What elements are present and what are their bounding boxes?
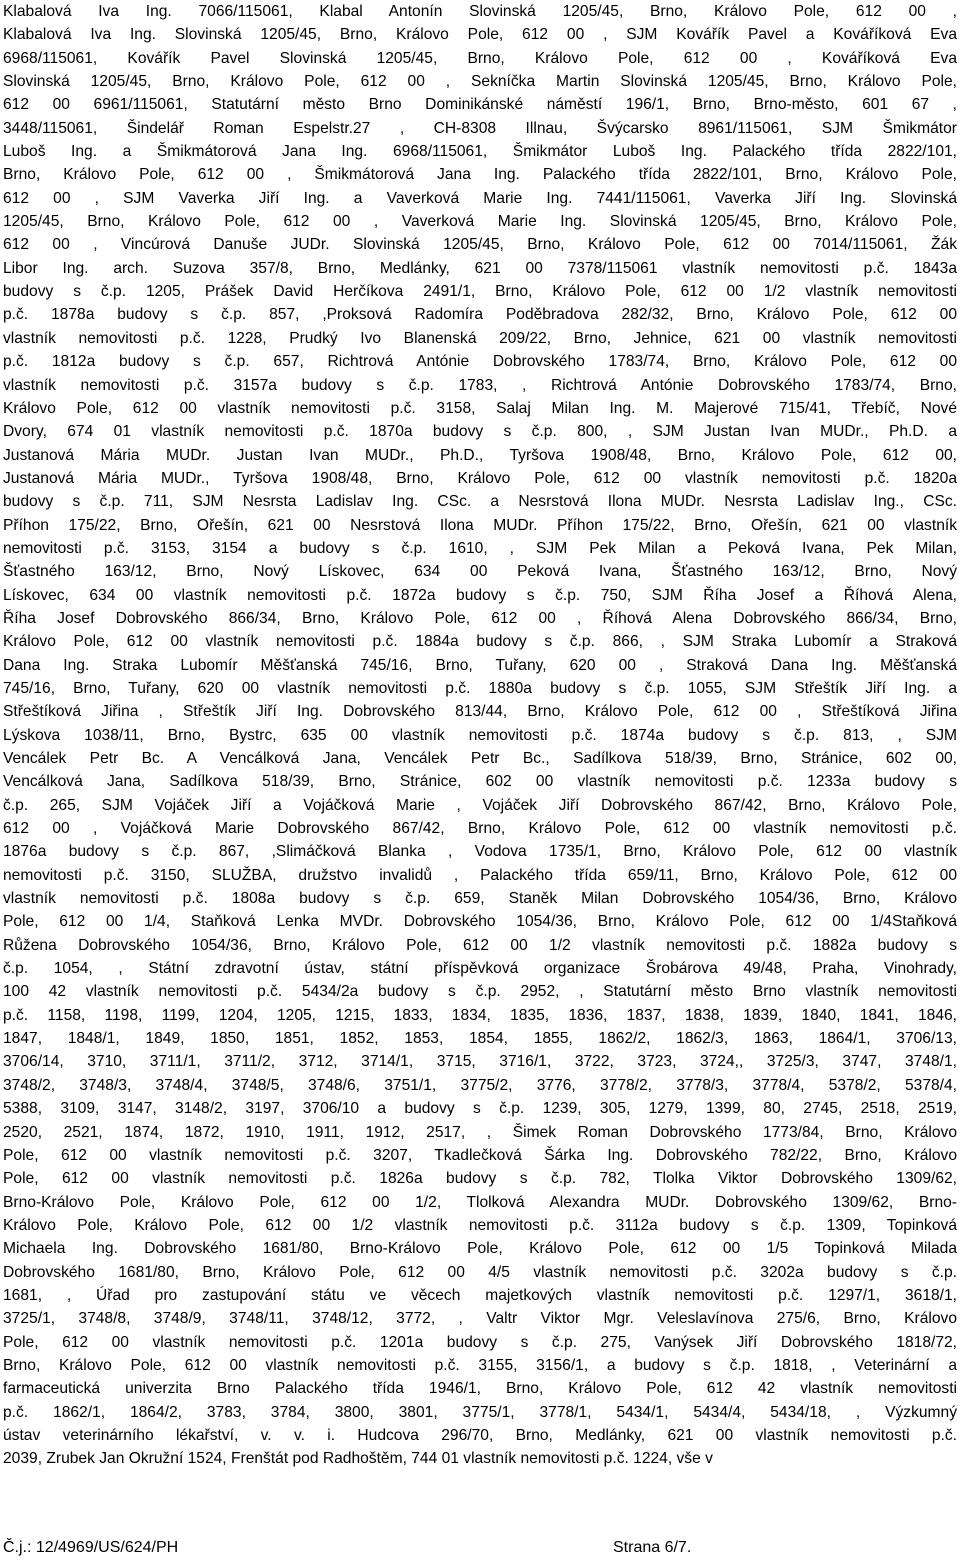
text-line: Pole, 612 00 1/4, Staňková Lenka MVDr. Dobrovského 1054/36, Brno, Královo Pole, 612 00 1/4Staňková xyxy=(3,913,957,931)
text-line: Královo Pole, 612 00 vlastník nemovitosti p.č. 3158, Salaj Milan Ing. M. Majerové 715/41, Třebíč, Nové xyxy=(3,399,957,417)
text-line: Dana Ing. Straka Lubomír Měšťanská 745/16, Brno, Tuřany, 620 00 , Straková Dana Ing. Měšťanská xyxy=(3,656,957,674)
text-line: vlastník nemovitosti p.č. 3157a budovy s č.p. 1783, , Richtrová Antónie Dobrovského 1783/74, Brno, xyxy=(3,376,957,394)
text-line: p.č. 1878a budovy s č.p. 857, ,Proksová Radomíra Poděbradova 282/32, Brno, Královo Pole, 612 00 xyxy=(3,306,957,324)
text-line: Vencálková Jana, Sadílkova 518/39, Brno, Stránice, 602 00 vlastník nemovitosti p.č. 1233a budovy s xyxy=(3,773,957,791)
text-line: Luboš Ing. a Šmikmátorová Jana Ing. 6968/115061, Šmikmátor Luboš Ing. Palackého třída 2822/101, xyxy=(3,143,957,161)
text-line: Brno-Královo Pole, Královo Pole, 612 00 1/2, Tlolková Alexandra MUDr. Dobrovského 1309/62, Brno- xyxy=(3,1193,957,1211)
text-line: Pole, 612 00 vlastník nemovitosti p.č. 1201a budovy s č.p. 275, Vanýsek Jiří Dobrovského 1818/72, xyxy=(3,1333,957,1351)
text-line: 3725/1, 3748/8, 3748/9, 3748/11, 3748/12, 3772, , Valtr Viktor Mgr. Veleslavínova 275/6, Brno, Královo xyxy=(3,1310,957,1328)
text-line: nemovitosti p.č. 3150, SLUŽBA, družstvo invalidů , Palackého třída 659/11, Brno, Královo Pole, 612 00 xyxy=(3,866,957,884)
text-line: vlastník nemovitosti p.č. 1808a budovy s č.p. 659, Staněk Milan Dobrovského 1054/36, Brno, Královo xyxy=(3,890,957,908)
text-line: 3448/115061, Šindelář Roman Espelstr.27 , CH-8308 Illnau, Švýcarsko 8961/115061, SJM Šmikmátor xyxy=(3,119,957,137)
text-line: 1876a budovy s č.p. 867, ,Slimáčková Blanka , Vodova 1735/1, Brno, Královo Pole, 612 00 vlastník xyxy=(3,843,957,861)
text-line: 1847, 1848/1, 1849, 1850, 1851, 1852, 1853, 1854, 1855, 1862/2, 1862/3, 1863, 1864/1, 3706/13, xyxy=(3,1030,957,1048)
text-line: Libor Ing. arch. Suzova 357/8, Brno, Medlánky, 621 00 7378/115061 vlastník nemovitosti p.č. 1843a xyxy=(3,259,957,277)
text-line: Lýskova 1038/11, Brno, Bystrc, 635 00 vlastník nemovitosti p.č. 1874a budovy s č.p. 813, , SJM xyxy=(3,726,957,744)
text-line: Brno, Královo Pole, 612 00 , Šmikmátorová Jana Ing. Palackého třída 2822/101, Brno, Královo Pole, xyxy=(3,166,957,184)
text-line: 2520, 2521, 1874, 1872, 1910, 1911, 1912, 2517, , Šimek Roman Dobrovského 1773/84, Brno, Královo xyxy=(3,1123,957,1141)
text-line: Slovinská 1205/45, Brno, Královo Pole, 612 00 , Sekníčka Martin Slovinská 1205/45, Brno, Královo Pole, xyxy=(3,73,957,91)
document-body xyxy=(3,0,957,1471)
text-line: Lískovec, 634 00 vlastník nemovitosti p.č. 1872a budovy s č.p. 750, SJM Říha Josef a Říhová Alena, xyxy=(3,586,957,604)
reference-number: Č.j.: 12/4969/US/624/PH xyxy=(3,1539,179,1556)
text-line: Michaela Ing. Dobrovského 1681/80, Brno-Královo Pole, Královo Pole, 612 00 1/5 Topinková Milada xyxy=(3,1240,957,1258)
text-line: 612 00 , Vojáčková Marie Dobrovského 867/42, Brno, Královo Pole, 612 00 vlastník nemovitosti p.č. xyxy=(3,820,957,838)
text-line: Pole, 612 00 vlastník nemovitosti p.č. 3207, Tkadlečková Šárka Ing. Dobrovského 782/22, Brno, Královo xyxy=(3,1146,957,1164)
text-line: 5388, 3109, 3147, 3148/2, 3197, 3706/10 a budovy s č.p. 1239, 305, 1279, 1399, 80, 2745, 2518, 2519, xyxy=(3,1100,957,1118)
text-line: č.p. 265, SJM Vojáček Jiří a Vojáčková Marie , Vojáček Jiří Dobrovského 867/42, Brno, Královo Pole, xyxy=(3,796,957,814)
text-line: 2039, Zrubek Jan Okružní 1524, Frenštát pod Radhoštěm, 744 01 vlastník nemovitosti p.č. 1224, vše v xyxy=(3,1450,713,1468)
text-line: 612 00 , Vincúrová Danuše JUDr. Slovinská 1205/45, Brno, Královo Pole, 612 00 7014/115061, Žák xyxy=(3,236,957,254)
text-line: vlastník nemovitosti p.č. 1228, Prudký Ivo Blanenská 209/22, Brno, Jehnice, 621 00 vlastník nemovitosti xyxy=(3,329,957,347)
text-line: budovy s č.p. 1205, Prášek David Herčíkova 2491/1, Brno, Královo Pole, 612 00 1/2 vlastník nemovitosti xyxy=(3,283,957,301)
text-line: p.č. 1812a budovy s č.p. 657, Richtrová Antónie Dobrovského 1783/74, Brno, Královo Pole, 612 00 xyxy=(3,353,957,371)
text-line: 745/16, Brno, Tuřany, 620 00 vlastník nemovitosti p.č. 1880a budovy s č.p. 1055, SJM Střeštík Jiří Ing. a xyxy=(3,679,957,697)
text-line: Pole, 612 00 vlastník nemovitosti p.č. 1826a budovy s č.p. 782, Tlolka Viktor Dobrovského 1309/62, xyxy=(3,1170,957,1188)
text-line: Říha Josef Dobrovského 866/34, Brno, Královo Pole, 612 00 , Říhová Alena Dobrovského 866/34, Brno, xyxy=(3,609,957,627)
text-line: 100 42 vlastník nemovitosti p.č. 5434/2a budovy s č.p. 2952, , Statutární město Brno vlastník nemovitosti xyxy=(3,983,957,1001)
text-line: Střeštíková Jiřina , Střeštík Jiří Ing. Dobrovského 813/44, Brno, Královo Pole, 612 00 , Střeštíková Jiřina xyxy=(3,703,957,721)
text-line: Šťastného 163/12, Brno, Nový Lískovec, 634 00 Peková Ivana, Šťastného 163/12, Brno, Nový xyxy=(3,563,957,581)
text-line: Dvory, 674 01 vlastník nemovitosti p.č. 1870a budovy s č.p. 800, , SJM Justan Ivan MUDr., Ph.D. a xyxy=(3,423,957,441)
text-line: Vencálek Petr Bc. A Vencálková Jana, Vencálek Petr Bc., Sadílkova 518/39, Brno, Stránice, 602 00, xyxy=(3,750,957,767)
page-footer xyxy=(3,1536,957,1560)
text-line: 6968/115061, Kovářík Pavel Slovinská 1205/45, Brno, Královo Pole, 612 00 , Kováříková Eva xyxy=(3,49,957,67)
text-line: Královo Pole, 612 00 vlastník nemovitosti p.č. 1884a budovy s č.p. 866, , SJM Straka Lubomír a Straková xyxy=(3,633,957,651)
text-line: Dobrovského 1681/80, Brno, Královo Pole, 612 00 4/5 vlastník nemovitosti p.č. 3202a budovy s č.p. xyxy=(3,1263,957,1281)
text-line: Justanová Mária MUDr., Tyršova 1908/48, Brno, Královo Pole, 612 00 vlastník nemovitosti p.č. 1820a xyxy=(3,469,957,487)
text-line: 3748/2, 3748/3, 3748/4, 3748/5, 3748/6, 3751/1, 3775/2, 3776, 3778/2, 3778/3, 3778/4, 5378/2, 5378/4, xyxy=(3,1076,957,1094)
text-line: Brno, Královo Pole, 612 00 vlastník nemovitosti p.č. 3155, 3156/1, a budovy s č.p. 1818, , Veterinární a xyxy=(3,1356,957,1374)
text-line: Justanová Mária MUDr. Justan Ivan MUDr., Ph.D., Tyršova 1908/48, Brno, Královo Pole, 612 00, xyxy=(3,446,957,464)
text-line: Růžena Dobrovského 1054/36, Brno, Královo Pole, 612 00 1/2 vlastník nemovitosti p.č. 1882a budovy s xyxy=(3,936,957,954)
text-line: p.č. 1158, 1198, 1199, 1204, 1205, 1215, 1833, 1834, 1835, 1836, 1837, 1838, 1839, 1840, 1841, 1846, xyxy=(3,1006,957,1024)
page-number: Strana 6/7. xyxy=(613,1539,692,1556)
text-line: 1205/45, Brno, Královo Pole, 612 00 , Vaverková Marie Ing. Slovinská 1205/45, Brno, Královo Pole, xyxy=(3,213,957,231)
text-line: č.p. 1054, , Státní zdravotní ústav, státní příspěvková organizace Šrobárova 49/48, Praha, Vinohrady, xyxy=(3,960,957,978)
text-line: 612 00 6961/115061, Statutární město Brno Dominikánské náměstí 196/1, Brno, Brno-město, 601 67 , xyxy=(3,96,957,114)
text-line: nemovitosti p.č. 3153, 3154 a budovy s č.p. 1610, , SJM Pek Milan a Peková Ivana, Pek Milan, xyxy=(3,539,957,557)
text-line: 1681, , Úřad pro zastupování státu ve věcech majetkových vlastník nemovitosti p.č. 1297/1, 3618/1, xyxy=(3,1286,957,1304)
text-line: 612 00 , SJM Vaverka Jiří Ing. a Vaverková Marie Ing. 7441/115061, Vaverka Jiří Ing. Slovinská xyxy=(3,189,957,207)
text-line: farmaceutická univerzita Brno Palackého třída 1946/1, Brno, Královo Pole, 612 42 vlastník nemovitosti xyxy=(3,1380,957,1398)
text-line: p.č. 1862/1, 1864/2, 3783, 3784, 3800, 3801, 3775/1, 3778/1, 5434/1, 5434/4, 5434/18, , Výzkumný xyxy=(3,1403,957,1421)
text-line: Klabalová Iva Ing. Slovinská 1205/45, Brno, Královo Pole, 612 00 , SJM Kovářík Pavel a Kováříková Eva xyxy=(3,26,957,44)
text-line: 3706/14, 3710, 3711/1, 3711/2, 3712, 3714/1, 3715, 3716/1, 3722, 3723, 3724,, 3725/3, 3747, 3748/1, xyxy=(3,1053,957,1071)
text-line: Klabalová Iva Ing. 7066/115061, Klabal Antonín Slovinská 1205/45, Brno, Královo Pole, 612 00 , xyxy=(3,3,957,20)
text-line: ústav veterinárního lékařství, v. v. i. Hudcova 296/70, Brno, Medlánky, 621 00 vlastník nemovitosti p.č. xyxy=(3,1426,957,1444)
text-line: Příhon 175/22, Brno, Ořešín, 621 00 Nesrstová Ilona MUDr. Příhon 175/22, Brno, Ořešín, 621 00 vlastník xyxy=(3,516,957,534)
text-line: budovy s č.p. 711, SJM Nesrsta Ladislav Ing. CSc. a Nesrstová Ilona MUDr. Nesrsta Ladislav Ing., CSc. xyxy=(3,493,957,511)
text-line: Královo Pole, Královo Pole, 612 00 1/2 vlastník nemovitosti p.č. 3112a budovy s č.p. 1309, Topinková xyxy=(3,1216,957,1234)
